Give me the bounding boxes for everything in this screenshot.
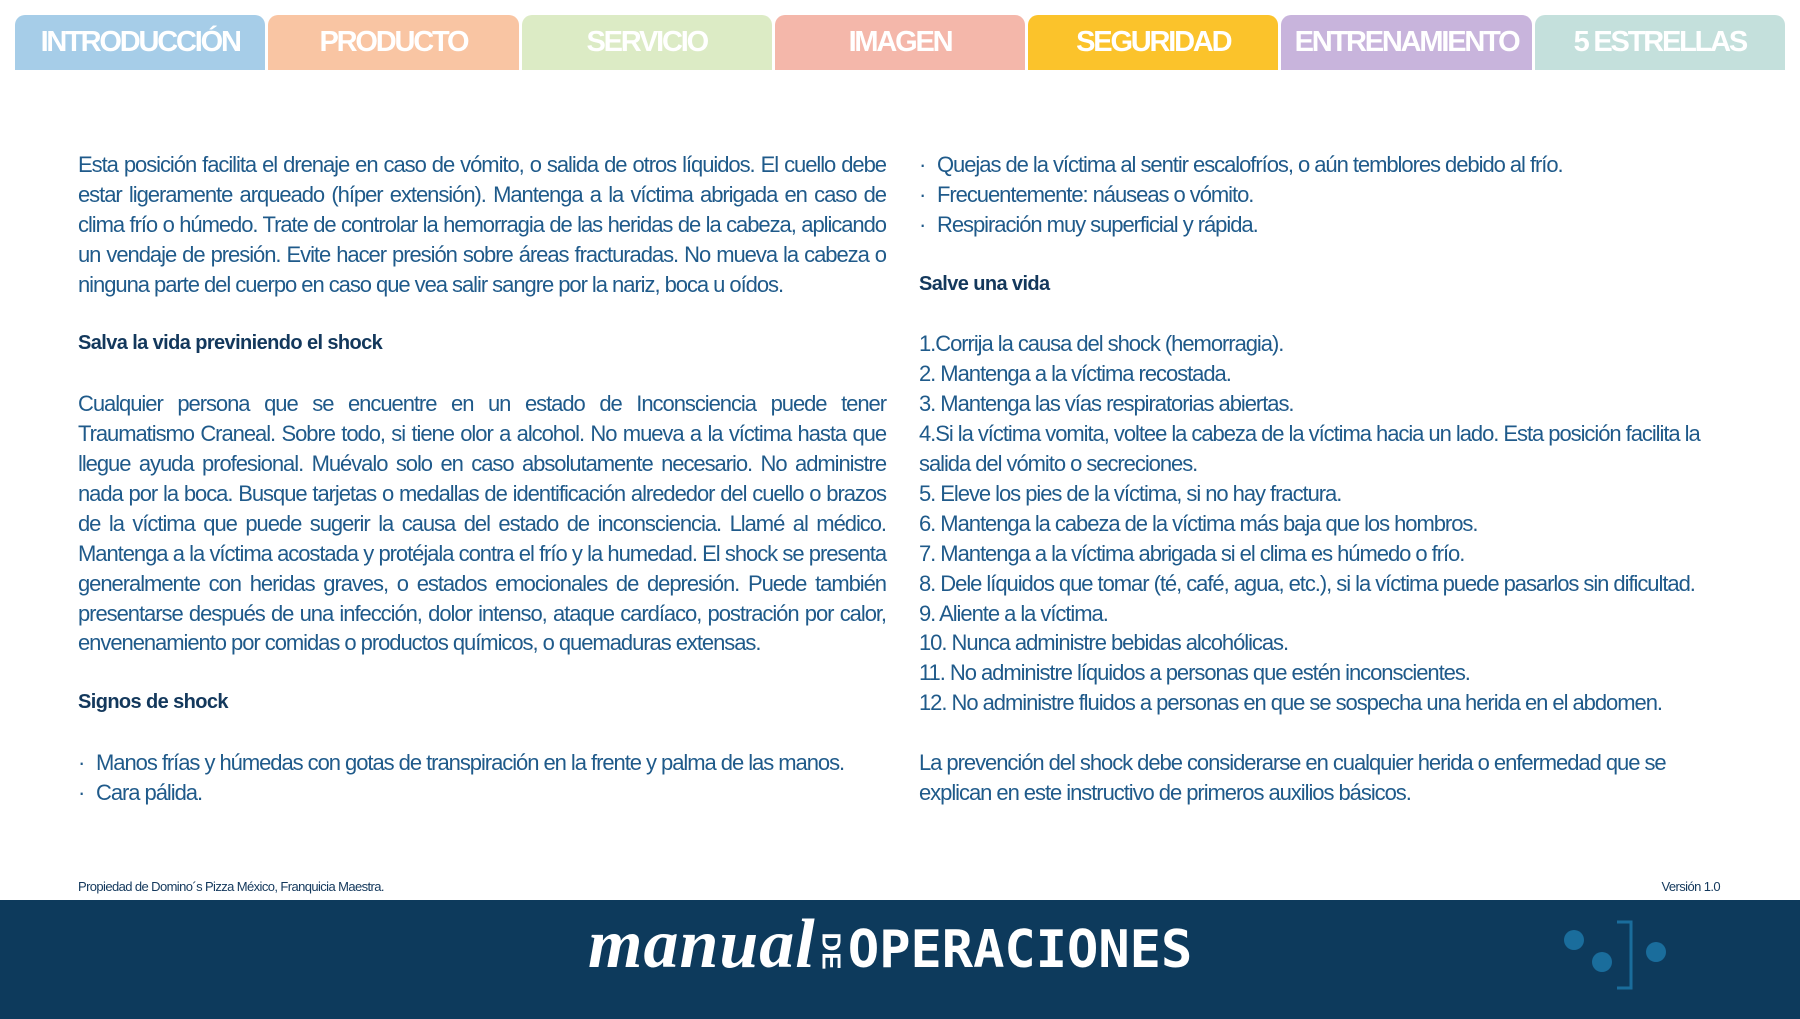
step-item: 2. Mantenga a la víctima recostada. <box>919 361 1231 387</box>
closing-paragraph: La prevención del shock debe considerarse en cualquier herida o enfermedad que se explican en este instructivo de primeros auxilios básicos. <box>919 750 1666 805</box>
domino-dots-icon <box>1555 920 1675 990</box>
list-item: · Manos frías y húmedas con gotas de transpiración en la frente y palma de las manos. <box>78 750 845 776</box>
footer-version: Versión 1.0 <box>1661 879 1720 894</box>
step-item: 8. Dele líquidos que tomar (té, café, agua, etc.), si la víctima puede pasarlos sin dificultad. <box>919 570 1695 596</box>
footer-property: Propiedad de Domino´s Pizza México, Franquicia Maestra. <box>78 879 384 894</box>
heading-shock-signs: Signos de shock <box>78 691 228 714</box>
step-item: 1.Corrija la causa del shock (hemorragia). <box>919 331 1284 357</box>
tab-5-estrellas[interactable]: 5 ESTRELLAS <box>1535 15 1785 70</box>
step-item: 7. Mantenga a la víctima abrigada si el clima es húmedo o frío. <box>919 540 1465 566</box>
heading-prevent-shock: Salva la vida previniendo el shock <box>78 332 383 355</box>
step-item: 10. Nunca administre bebidas alcohólicas. <box>919 630 1289 656</box>
step-item: 9. Aliente a la víctima. <box>919 600 1108 626</box>
right-column <box>919 150 1719 808</box>
logo-de-text: DE <box>816 931 847 971</box>
logo-manual-text: manual <box>588 906 816 983</box>
step-item: 11. No administre líquidos a personas que estén inconscientes. <box>919 660 1470 686</box>
tab-imagen[interactable]: IMAGEN <box>775 15 1025 70</box>
step-item: 5. Eleve los pies de la víctima, si no hay fractura. <box>919 480 1342 506</box>
step-item: 4.Si la víctima vomita, voltee la cabeza de la víctima hacia un lado. Esta posición facilita la salida del vómito o secreciones. <box>919 421 1700 477</box>
section-tabs <box>15 15 1785 70</box>
step-item: 12. No administre fluidos a personas en que se sospecha una herida en el abdomen. <box>919 690 1662 716</box>
tab-servicio[interactable]: SERVICIO <box>522 15 772 70</box>
tab-seguridad[interactable]: SEGURIDAD <box>1028 15 1278 70</box>
paragraph-unconsciousness: Cualquier persona que se encuentre en un estado de Inconsciencia puede tener Traumatismo Craneal. Sobre todo, si tiene olor a alcohol. No mueva a la víctima hasta que llegue ayuda profesional. Muévalo solo en caso absolutamente necesario. No administre nada por la boca. Busque tarjetas o medallas de identificación alrededor del cuello o brazos de la víctima que puede sugerir la causa del estado de inconsciencia. Llamé al médico. Mantenga a la víctima acostada y protéjala contra el frío y la humedad. El shock se presenta generalmente con heridas graves, o estados emocionales de depresión. Puede también presentarse después de una infección, dolor intenso, ataque cardíaco, postración por calor, envenenamiento por comidas o productos químicos, o quemaduras extensas. <box>78 391 886 656</box>
heading-save-a-life: Salve una vida <box>919 272 1050 295</box>
list-item: · Quejas de la víctima al sentir escalofríos, o aún temblores debido al frío. <box>919 152 1563 177</box>
step-item: 3. Mantenga las vías respiratorias abiertas. <box>919 391 1294 417</box>
logo-operaciones-text: OPERACIONES <box>847 920 1193 980</box>
list-item: · Respiración muy superficial y rápida. <box>919 211 1258 237</box>
manual-de-operaciones-logo <box>588 905 1192 985</box>
list-item: · Frecuentemente: náuseas o vómito. <box>919 181 1254 207</box>
list-item: · Cara pálida. <box>78 779 203 805</box>
left-column <box>78 150 886 808</box>
tab-introduccion[interactable]: INTRODUCCIÓN <box>15 15 265 70</box>
tab-entrenamiento[interactable]: ENTRENAMIENTO <box>1281 15 1531 70</box>
step-item: 6. Mantenga la cabeza de la víctima más baja que los hombros. <box>919 510 1478 536</box>
paragraph-recovery-position: Esta posición facilita el drenaje en caso de vómito, o salida de otros líquidos. El cuello debe estar ligeramente arqueado (híper extensión). Mantenga a la víctima abrigada en caso de clima frío o húmedo. Trate de controlar la hemorragia de las heridas de la cabeza, aplicando un vendaje de presión. Evite hacer presión sobre áreas fracturadas. No mueva la cabeza o ninguna parte del cuerpo en caso que vea salir sangre por la nariz, boca u oídos. <box>78 152 886 297</box>
tab-producto[interactable]: PRODUCTO <box>268 15 518 70</box>
